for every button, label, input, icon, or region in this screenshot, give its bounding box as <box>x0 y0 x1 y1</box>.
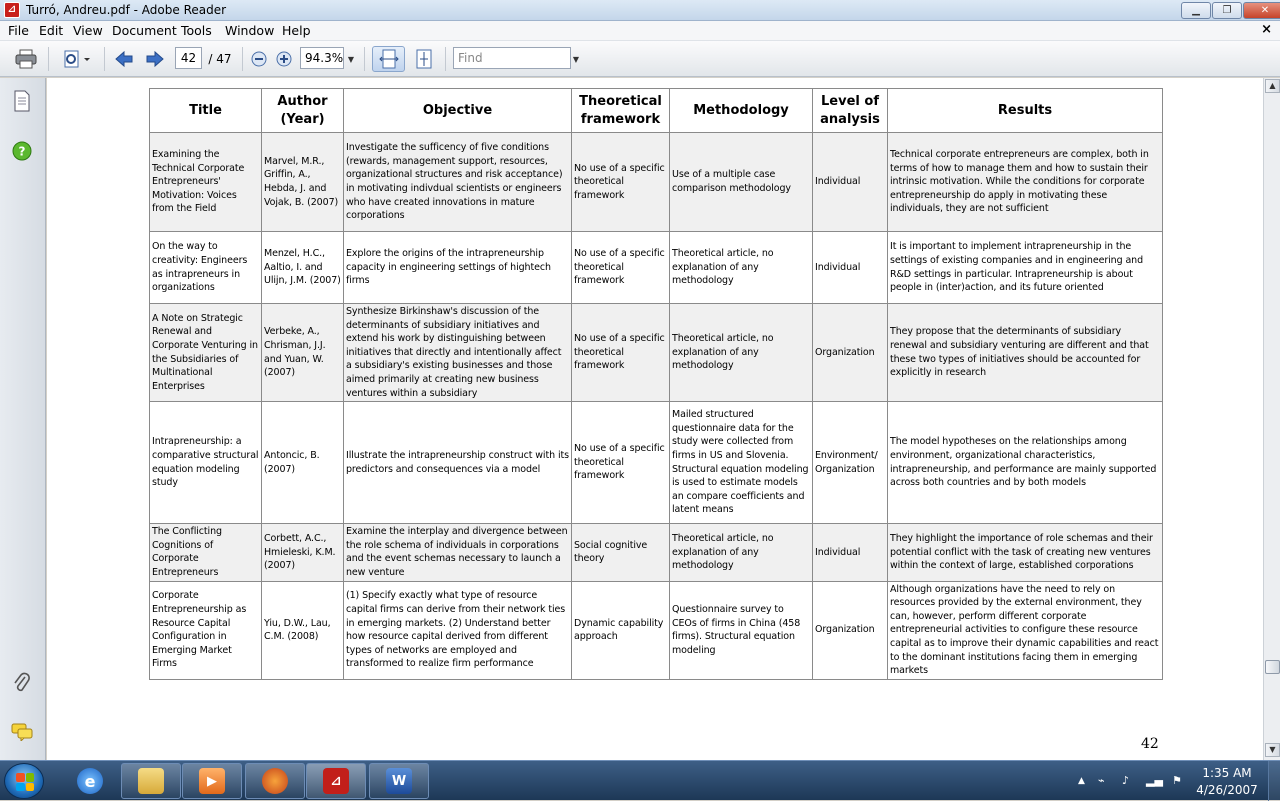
cell-title: On the way to creativity: Engineers as intrapreneurs in organizations <box>150 232 262 304</box>
cell-methodology: Theoretical article, no explanation of any methodology <box>670 304 813 402</box>
cell-level: Environment/ Organization <box>813 402 888 524</box>
comments-icon <box>11 723 33 741</box>
cell-framework: Dynamic capability approach <box>572 581 670 679</box>
cell-level: Individual <box>813 133 888 232</box>
taskbar-media-player[interactable] <box>182 763 242 799</box>
menu-help[interactable]: Help <box>282 23 311 38</box>
menu-bar <box>0 21 1280 41</box>
header-author: Author (Year) <box>262 89 344 133</box>
cell-objective: Synthesize Birkinshaw's discussion of the determinants of subsidiary initiatives and extend his work by distinguishing between initiatives that directly and intentionally affect a subsidiary's existing businesses and those aimed primarily at creating new business ventures within a subsidiary <box>344 304 572 402</box>
paperclip-icon <box>13 672 31 694</box>
cell-methodology: Use of a multiple case comparison methodology <box>670 133 813 232</box>
attachments-panel-button[interactable] <box>11 672 33 694</box>
menu-tools[interactable]: Tools <box>181 23 212 38</box>
internet-explorer-icon: e <box>77 768 103 794</box>
cell-author: Marvel, M.R., Griffin, A., Hebda, J. and Vojak, B. (2007) <box>262 133 344 232</box>
tray-expand-chevron-up-icon[interactable]: ▲ <box>1078 776 1085 786</box>
firefox-icon <box>262 768 288 794</box>
previous-page-button[interactable] <box>112 46 136 72</box>
menu-edit[interactable]: Edit <box>39 23 64 38</box>
fit-width-icon <box>379 49 399 69</box>
start-button[interactable] <box>4 763 44 799</box>
windows-logo-icon <box>16 773 34 791</box>
table-row <box>150 304 1163 402</box>
taskbar-explorer[interactable] <box>121 763 181 799</box>
cell-title: Examining the Technical Corporate Entrepreneurs' Motivation: Voices from the Field <box>150 133 262 232</box>
table-row <box>150 581 1163 679</box>
cell-title: A Note on Strategic Renewal and Corporate Venturing in the Subsidiaries of Multinational Enterprises <box>150 304 262 402</box>
cell-methodology: Mailed structured questionnaire data for the study were collected from firms in US and Slovenia. Structural equation modeling is used to estimate models an compare coefficients and latent means <box>670 402 813 524</box>
vertical-scrollbar[interactable] <box>1263 78 1280 760</box>
cell-framework: Social cognitive theory <box>572 524 670 581</box>
cell-level: Organization <box>813 581 888 679</box>
cell-objective: (1) Specify exactly what type of resource capital firms can derive from their network ties in emerging markets. (2) Understand better how resource capital derived from different types of networks are employed and transformed to realize firm performance <box>344 581 572 679</box>
clock-time[interactable]: 1:35 AM <box>1202 766 1252 780</box>
tray-volume-icon[interactable]: ♪ <box>1122 774 1130 787</box>
cell-framework: No use of a specific theoretical framework <box>572 232 670 304</box>
cell-results: Although organizations have the need to rely on resources provided by the external environment, they can, however, perform different corporate entrepreneurial activities to configure these resource capital as to improve their dynamic capabilities and react to the dominant institutions facing them in emerging markets <box>888 581 1163 679</box>
cell-objective: Examine the interplay and divergence between the role schema of individuals in corporations and the event schemas necessary to launch a new venture <box>344 524 572 581</box>
taskbar <box>0 760 1280 800</box>
find-dropdown-chevron-down-icon[interactable]: ▼ <box>572 54 580 64</box>
table-row <box>150 402 1163 524</box>
tray-power-icon[interactable]: ⌁ <box>1098 774 1105 787</box>
header-level: Level of analysis <box>813 89 888 133</box>
cell-framework: No use of a specific theoretical framework <box>572 402 670 524</box>
scrollbar-thumb[interactable] <box>1265 660 1280 674</box>
scroll-down-chevron-down-icon[interactable]: ▼ <box>1265 743 1280 757</box>
cell-level: Individual <box>813 232 888 304</box>
taskbar-adobe-reader[interactable] <box>306 763 366 799</box>
zoom-in-button[interactable] <box>275 46 293 72</box>
maximize-button[interactable]: ❐ <box>1212 2 1242 19</box>
cell-author: Yiu, D.W., Lau, C.M. (2008) <box>262 581 344 679</box>
print-button[interactable] <box>12 46 40 72</box>
cell-title: Corporate Entrepreneurship as Resource Capital Configuration in Emerging Market Firms <box>150 581 262 679</box>
cell-results: The model hypotheses on the relationships among environment, organizational characteristics, intrapreneurship, and performance are mainly supported across both countries and by both models <box>888 402 1163 524</box>
page-number-input[interactable]: 42 <box>175 47 202 69</box>
header-results: Results <box>888 89 1163 133</box>
cell-methodology: Questionnaire survey to CEOs of firms in China (458 firms). Structural equation modeling <box>670 581 813 679</box>
menu-document[interactable]: Document <box>112 23 177 38</box>
taskbar-word[interactable] <box>369 763 429 799</box>
window-title: Turró, Andreu.pdf - Adobe Reader <box>26 3 227 17</box>
page-total: / 47 <box>208 52 232 66</box>
help-panel-button[interactable] <box>11 140 33 162</box>
header-methodology: Methodology <box>670 89 813 133</box>
svg-text:?: ? <box>18 144 26 159</box>
header-objective: Objective <box>344 89 572 133</box>
folder-icon <box>138 768 164 794</box>
zoom-out-button[interactable] <box>250 46 268 72</box>
page-footer-number: 42 <box>1141 736 1159 752</box>
zoom-dropdown-chevron-down-icon[interactable]: ▼ <box>347 54 355 64</box>
table-header-row <box>150 89 1163 133</box>
word-icon: W <box>386 768 412 794</box>
title-bar <box>0 0 1280 21</box>
comments-panel-button[interactable] <box>11 721 33 743</box>
cell-objective: Explore the origins of the intrapreneurship capacity in engineering settings of hightech firms <box>344 232 572 304</box>
table-row <box>150 133 1163 232</box>
page-view-button[interactable] <box>56 46 96 72</box>
cell-author: Corbett, A.C., Hmieleski, K.M. (2007) <box>262 524 344 581</box>
cell-results: They highlight the importance of role schemas and their potential conflict with the task of creating new ventures within the context of large, established corporations <box>888 524 1163 581</box>
cell-author: Verbeke, A., Chrisman, J.J. and Yuan, W. (2007) <box>262 304 344 402</box>
media-player-icon: ▶ <box>199 768 225 794</box>
pages-panel-button[interactable] <box>11 90 33 112</box>
menu-view[interactable]: View <box>73 23 103 38</box>
scroll-up-chevron-up-icon[interactable]: ▲ <box>1265 79 1280 93</box>
cell-title: Intrapreneurship: a comparative structural equation modeling study <box>150 402 262 524</box>
close-document-icon[interactable]: × <box>1261 22 1272 37</box>
printer-icon <box>15 49 37 69</box>
taskbar-firefox[interactable] <box>245 763 305 799</box>
cell-title: The Conflicting Cognitions of Corporate Entrepreneurs <box>150 524 262 581</box>
adobe-reader-icon: ⊿ <box>4 2 20 18</box>
page-magnify-icon <box>62 49 90 69</box>
zoom-level-input[interactable]: 94.3% <box>300 47 344 69</box>
zoom-out-icon <box>251 51 267 67</box>
cell-results: They propose that the determinants of subsidiary renewal and subsidiary venturing are different and that these two types of initiatives should be accounted for explicitly in research <box>888 304 1163 402</box>
cell-results: It is important to implement intrapreneurship in the settings of existing companies and in engineering and R&D settings in particular. Intrapreneurship is about people in (inter)action, and its future oriented <box>888 232 1163 304</box>
literature-review-table <box>149 88 1163 680</box>
find-input[interactable]: Find <box>453 47 571 69</box>
tray-network-icon[interactable]: ▂▄ <box>1146 774 1163 787</box>
fit-width-button[interactable] <box>372 46 405 72</box>
cell-author: Antoncic, B. (2007) <box>262 402 344 524</box>
table-row <box>150 232 1163 304</box>
cell-author: Menzel, H.C., Aaltio, I. and Ulijn, J.M. (2007) <box>262 232 344 304</box>
navigation-sidebar <box>0 78 46 760</box>
fit-page-icon <box>414 49 434 69</box>
zoom-in-icon <box>276 51 292 67</box>
next-page-button[interactable] <box>143 46 167 72</box>
clock-date[interactable]: 4/26/2007 <box>1196 783 1258 797</box>
arrow-left-icon <box>114 50 134 68</box>
table-row <box>150 524 1163 581</box>
cell-methodology: Theoretical article, no explanation of any methodology <box>670 524 813 581</box>
tray-action-center-flag-icon[interactable]: ⚑ <box>1172 774 1182 787</box>
show-desktop-button[interactable] <box>1268 761 1280 801</box>
cell-level: Individual <box>813 524 888 581</box>
help-icon <box>12 141 32 161</box>
menu-window[interactable]: Window <box>225 23 275 38</box>
close-button[interactable]: ✕ <box>1243 2 1280 19</box>
minimize-button[interactable]: ▁ <box>1181 2 1211 19</box>
cell-methodology: Theoretical article, no explanation of any methodology <box>670 232 813 304</box>
fit-page-button[interactable] <box>411 46 437 72</box>
toolbar <box>0 41 1280 77</box>
menu-file[interactable]: File <box>8 23 29 38</box>
arrow-right-icon <box>145 50 165 68</box>
header-framework: Theoretical framework <box>572 89 670 133</box>
cell-objective: Investigate the sufficency of five conditions (rewards, management support, resources, organizational structures and risk acceptance) in motivating indivdual scientists or engineers who have created innovations in mature corporations <box>344 133 572 232</box>
cell-results: Technical corporate entrepreneurs are complex, both in terms of how to manage them and how to sustain their intrinsic motivation. While the conditions for corporate entrepreneurship do apply in motivating these individuals, they are not sufficient <box>888 133 1163 232</box>
pages-icon <box>13 90 31 112</box>
taskbar-internet-explorer[interactable] <box>70 763 110 799</box>
cell-level: Organization <box>813 304 888 402</box>
document-view[interactable] <box>47 78 1263 760</box>
cell-framework: No use of a specific theoretical framework <box>572 133 670 232</box>
adobe-reader-taskbar-icon: ⊿ <box>323 768 349 794</box>
cell-framework: No use of a specific theoretical framework <box>572 304 670 402</box>
cell-objective: Illustrate the intrapreneurship construct with its predictors and consequences via a model <box>344 402 572 524</box>
header-title: Title <box>150 89 262 133</box>
